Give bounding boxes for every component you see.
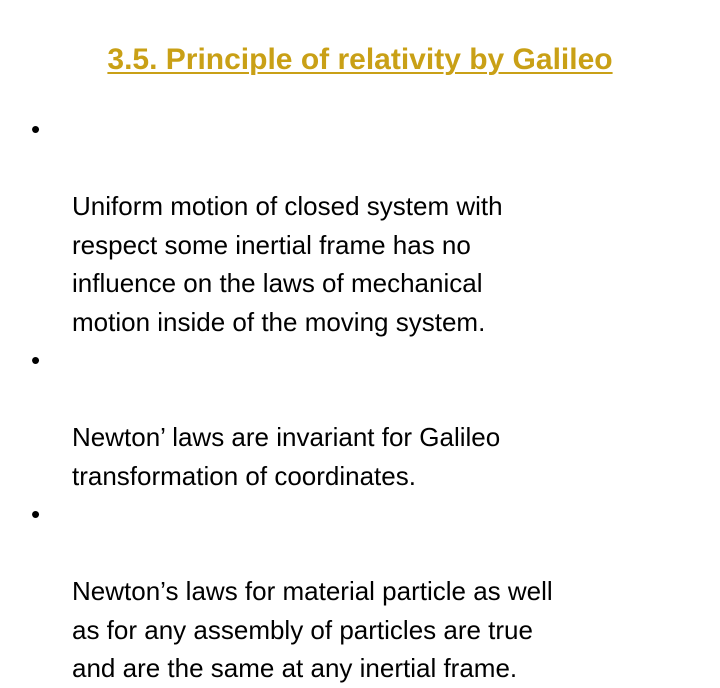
bullet-icon: • bbox=[31, 114, 41, 144]
bullet-item bbox=[31, 495, 691, 688]
bullet-icon: • bbox=[31, 345, 41, 375]
bullet-text: Newton’s laws for material particle as well as for any assembly of particles are true and are the same at any inertial frame. bbox=[72, 576, 553, 683]
bullet-list bbox=[31, 110, 691, 688]
bullet-item bbox=[31, 110, 691, 341]
bullet-text: Newton’ laws are invariant for Galileo transformation of coordinates. bbox=[72, 422, 501, 491]
bullet-text: Uniform motion of closed system with respect some inertial frame has no influence on the laws of mechanical motion inside of the moving system. bbox=[72, 191, 503, 337]
bullet-icon: • bbox=[31, 499, 41, 529]
slide-title: 3.5. Principle of relativity by Galileo bbox=[107, 43, 613, 76]
bullet-item bbox=[31, 341, 691, 495]
